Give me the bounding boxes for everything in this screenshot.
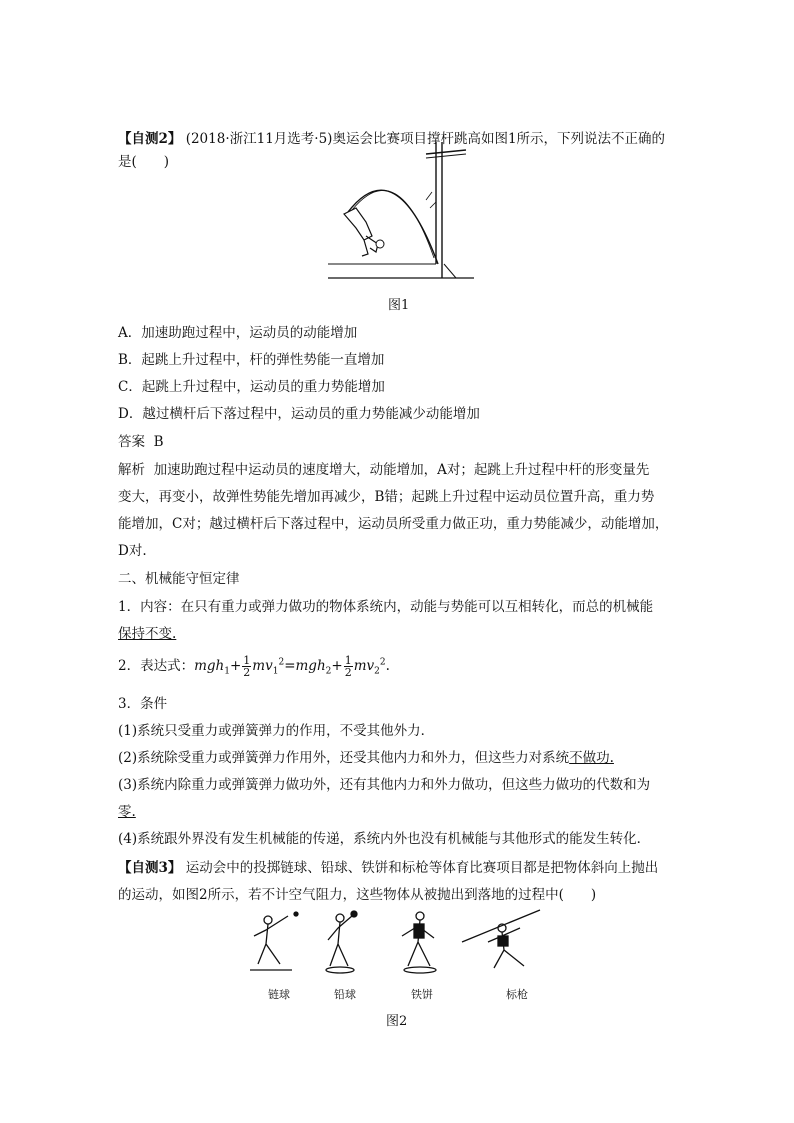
analysis-text-1: 加速助跑过程中运动员的速度增大，动能增加，A对；起跳上升过程中杆的形变量先 — [153, 462, 650, 478]
content-line2: 保持不变. — [118, 626, 177, 642]
question-3-tag: 【自测3】 — [118, 860, 182, 876]
question-3-line2: 的运动，如图2所示，若不计空气阻力，这些物体从被抛出到落地的过程中( ) — [118, 887, 597, 903]
label-shot-put: 铅球 — [334, 988, 356, 1001]
condition-4: (4)系统跟外界没有发生机械能的传递，系统内外也没有机械能与其他形式的能发生转化． — [118, 831, 651, 847]
question-2-stem: (2018·浙江11月选考·5)奥运会比赛项目撑杆跳高如图1所示，下列说法不正确的 — [185, 131, 666, 147]
analysis-line1 — [118, 458, 649, 478]
condition-1: (1)系统只受重力或弹簧弹力的作用，不受其他外力． — [118, 723, 435, 739]
condition-3: (3)系统内除重力或弹簧弹力做功外，还有其他内力和外力做功，但这些力做功的代数和为 — [118, 777, 651, 793]
energy-formula: mgh$_1$+ $\frac{1}{2}$ $mv_1^2=mgh_2+$ $\frac{1}{2}$ $mv_2^2$. — [194, 654, 390, 679]
condition-2-text: (2)系统除受重力或弹簧弹力作用外，还受其他内力和外力，但这些力对系统 — [118, 750, 570, 766]
answer-label: 答案 — [118, 434, 145, 450]
question-2-tag: 【自测2】 — [118, 131, 182, 147]
conditions-title: 3．条件 — [118, 696, 168, 712]
answer-value: B — [153, 434, 164, 450]
condition-2 — [118, 746, 614, 766]
analysis-line4: D对. — [118, 543, 147, 559]
question-3-stem: 运动会中的投掷链球、铅球、铁饼和标枪等体育比赛项目都是把物体斜向上抛出 — [185, 860, 659, 876]
option-a: A．加速助跑过程中，运动员的动能增加 — [118, 325, 358, 341]
analysis-label: 解析 — [118, 462, 145, 478]
analysis-line3: 能增加，C对；越过横杆后下落过程中，运动员所受重力做正功，重力势能减少，动能增加， — [118, 516, 669, 532]
option-c: C．起跳上升过程中，运动员的重力势能增加 — [118, 379, 385, 395]
shot-putter-icon — [326, 911, 357, 973]
figure-2-caption: 图2 — [386, 1014, 408, 1029]
discus-thrower-icon — [402, 912, 436, 973]
label-discus: 铁饼 — [411, 988, 433, 1001]
section-title: 二、机械能守恒定律 — [118, 571, 240, 587]
hammer-thrower-icon — [250, 912, 298, 970]
throwing-sports-figure — [240, 908, 550, 980]
answer-line — [118, 430, 164, 450]
expression-prefix: 2．表达式： — [118, 658, 195, 674]
option-b: B．起跳上升过程中，杆的弹性势能一直增加 — [118, 352, 385, 368]
pole-vault-figure — [326, 140, 476, 282]
expression-line — [118, 654, 390, 678]
question-2-line2: 是( ) — [118, 154, 170, 170]
label-hammer: 链球 — [268, 988, 290, 1001]
content-line1: 1．内容：在只有重力或弹力做功的物体系统内，动能与势能可以互相转化，而总的机械能 — [118, 599, 654, 615]
analysis-line2: 变大，再变小，故弹性势能先增加再减少，B错；起跳上升过程中运动员位置升高，重力势 — [118, 489, 655, 505]
javelin-thrower-icon — [462, 910, 540, 968]
figure-1-caption: 图1 — [388, 298, 410, 313]
question-3-line1 — [118, 856, 658, 876]
condition-3-line2: 零. — [118, 804, 136, 820]
option-d: D．越过横杆后下落过程中，运动员的重力势能减少动能增加 — [118, 406, 480, 422]
condition-2-underlined: 不做功. — [569, 750, 614, 766]
label-javelin: 标枪 — [506, 988, 528, 1001]
